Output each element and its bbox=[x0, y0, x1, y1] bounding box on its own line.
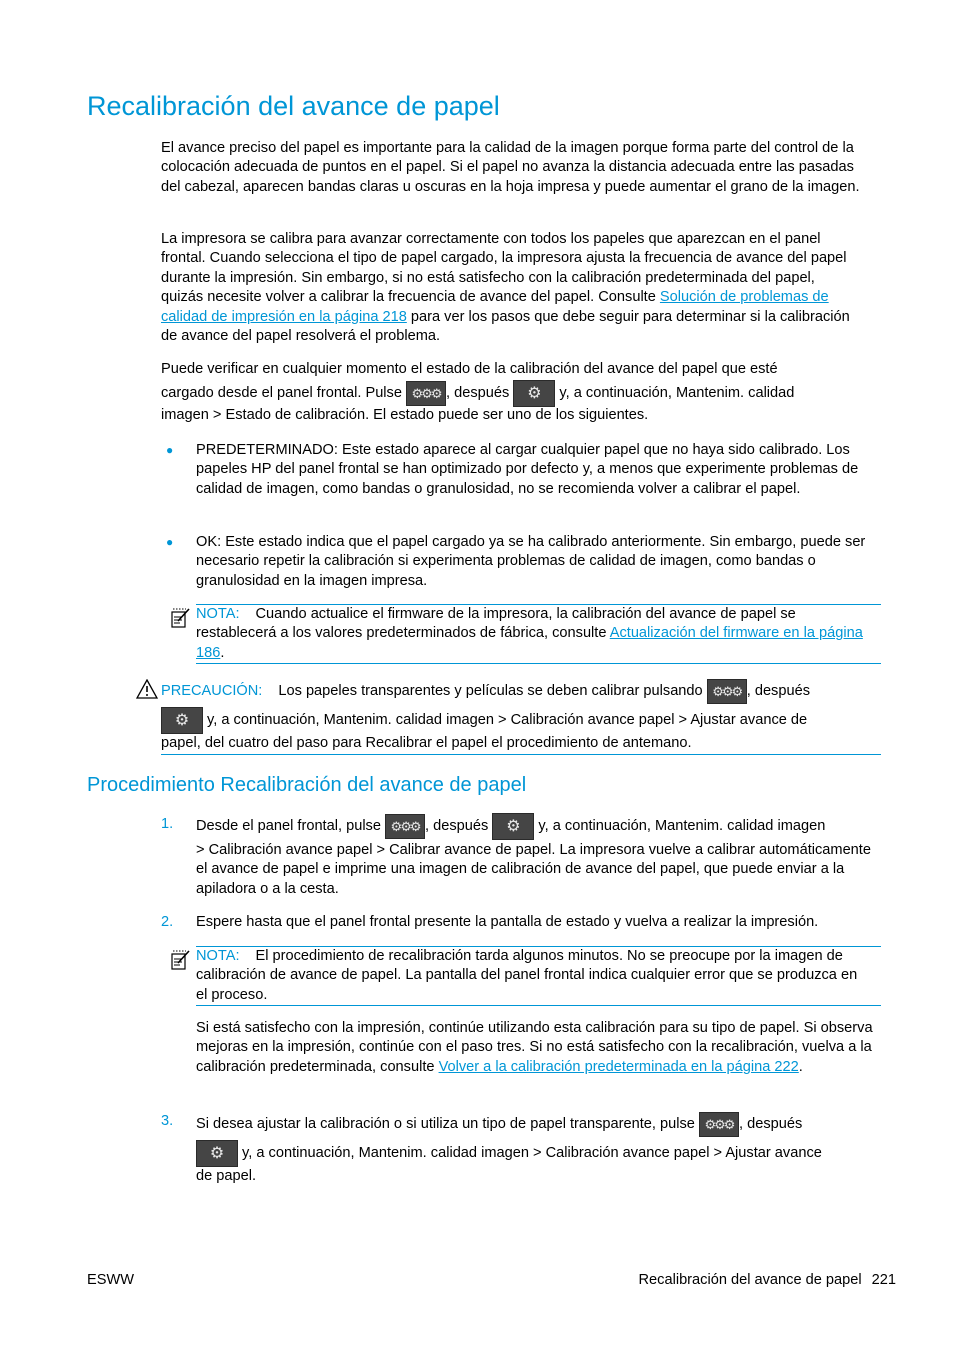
menu-calibracion-avance-papel: Calibración avance papel bbox=[510, 712, 675, 728]
gears-icon: ⚙⚙⚙ bbox=[406, 381, 446, 406]
intro-p2-text-end: para ver los pasos que debe seguir para determinar si la calibración de avance del papel resolverá el problema. bbox=[161, 308, 850, 345]
link-default-calibration[interactable]: Volver a la calibración predeterminada en la página 222 bbox=[438, 1058, 799, 1075]
note-recalibration bbox=[196, 947, 866, 1005]
text: . bbox=[252, 1168, 257, 1184]
menu-mantenim-calidad-imagen: Mantenim. calidad imagen bbox=[358, 1145, 529, 1161]
warning-icon bbox=[136, 679, 158, 699]
menu-calibracion-avance-papel: Calibración avance papel bbox=[208, 842, 373, 858]
separator: > bbox=[528, 1145, 546, 1161]
gears-icon: ⚙⚙⚙ bbox=[385, 814, 425, 839]
caution-label: PRECAUCIÓN: bbox=[161, 683, 263, 699]
text: . bbox=[798, 1058, 803, 1075]
step-2-text: Espere hasta que el panel frontal presente la pantalla de estado y vuelva a realizar la impresión. bbox=[196, 914, 819, 930]
step-3-line-2 bbox=[196, 1139, 886, 1167]
text: Si está satisfecho con la impresión, continúe utilizando esta calibración para su tipo de papel. Si observa mejoras en la impresión, continúe con el paso tres. Si no está satisfecho con la recalibración, vuelva a la calibración predeterminada, consulte bbox=[196, 1020, 873, 1075]
step-1-body bbox=[196, 841, 881, 899]
menu-calibracion-avance-papel: Calibración avance papel bbox=[545, 1145, 710, 1161]
bullet-text: Este estado indica que el papel cargado ya se ha calibrado anteriormente. Sin embargo, puede ser necesario repetir la calibración si experimenta problemas de calidad de imagen, como bandas o granulosidad en la imagen impresa. bbox=[196, 534, 866, 589]
menu-ajustar-avance: Ajustar avance bbox=[725, 1145, 822, 1161]
link-print-quality-troubleshooting[interactable]: Solución de problemas de calidad de impresión en la página 218 bbox=[161, 289, 829, 325]
text: y, a continuación, bbox=[555, 385, 676, 401]
separator: > bbox=[493, 712, 511, 728]
text: , después bbox=[425, 818, 493, 834]
menu-papel: papel bbox=[161, 735, 197, 751]
text: cargado desde el panel frontal. Pulse bbox=[161, 385, 407, 401]
intro-paragraph-2 bbox=[161, 230, 861, 346]
step-2-followup bbox=[196, 1019, 881, 1077]
text: , después bbox=[738, 1116, 803, 1132]
bullet-term: OK: bbox=[196, 534, 222, 550]
caution-line-1 bbox=[161, 677, 881, 705]
menu-de-papel: de papel bbox=[196, 1168, 252, 1184]
bullet-item-predeterminado bbox=[196, 441, 876, 499]
note-icon bbox=[170, 949, 192, 971]
intro-paragraph-1: El avance preciso del papel es importante para la calidad de la imagen porque forma parte del control de la colocación adecuada de puntos en el papel. Si el papel no avanza la distancia adecuada entre las pasadas del cabezal, aparecen bandas claras u oscuras en la hoja impresa y puede aumentar el grano de la imagen. bbox=[161, 140, 860, 195]
separator: > bbox=[674, 712, 691, 728]
gear-icon: ⚙ bbox=[196, 1140, 238, 1167]
menu-mantenim-calidad-imagen: Mantenim. calidad imagen bbox=[654, 818, 826, 834]
menu-imagen: imagen bbox=[161, 407, 209, 423]
note-text: Cuando actualice el firmware de la impresora, la calibración del avance de papel se restablecerá a los valores predeterminados de fábrica, consulte bbox=[196, 606, 796, 642]
intro-paragraph-3-line-1: Puede verificar en cualquier momento el estado de la calibración del avance del papel que esté bbox=[161, 361, 778, 377]
gear-icon: ⚙ bbox=[161, 707, 203, 734]
note-label: NOTA: bbox=[196, 948, 240, 964]
note-firmware bbox=[196, 605, 866, 663]
text: . La impresora vuelve a calibrar automáticamente el avance de papel e imprime una imagen de calibración de avance del papel, que puede enviar a la apiladora o a la cesta. bbox=[196, 842, 871, 897]
step-3-line-1 bbox=[196, 1110, 886, 1138]
text: , del cuatro del paso para Recalibrar el papel el procedimiento de antemano. bbox=[196, 735, 692, 751]
note-icon bbox=[170, 607, 192, 629]
bullet-term: PREDETERMINADO: bbox=[196, 442, 338, 458]
text: y, a continuación, bbox=[203, 712, 324, 728]
section-title: Procedimiento Recalibración del avance de papel bbox=[87, 774, 527, 796]
step-1-line-1 bbox=[196, 812, 886, 840]
caution-bottom-rule bbox=[161, 754, 881, 755]
caution-text: Los papeles transparentes y películas se deben calibrar pulsando bbox=[278, 683, 707, 699]
menu-mantenim-calidad-imagen: Mantenim. calidad imagen bbox=[323, 712, 494, 728]
step-number: 3. bbox=[161, 1113, 174, 1129]
caution-line-2 bbox=[161, 706, 881, 734]
footer-right bbox=[639, 1271, 896, 1290]
caution-line-3 bbox=[161, 734, 881, 753]
footer-left: ESWW bbox=[87, 1272, 135, 1288]
bullet-text: Este estado aparece al cargar cualquier papel que no haya sido calibrado. Los papeles HP del panel frontal se han optimizado por defecto y, a menos que experimente problemas de calidad de imagen, como bandas o granulosidad, no se recomienda volver a calibrar el papel. bbox=[196, 442, 859, 497]
note-text: El procedimiento de recalibración tarda algunos minutos. No se preocupe por la imagen de calibración de avance de papel. La pantalla del panel frontal indica cualquier error que se produzca en el proceso. bbox=[196, 948, 858, 1003]
text: Si desea ajustar la calibración o si utiliza un tipo de papel transparente, pulse bbox=[196, 1116, 699, 1132]
page-title: Recalibración del avance de papel bbox=[87, 91, 500, 121]
text: Desde el panel frontal, pulse bbox=[196, 818, 386, 834]
step-number: 1. bbox=[161, 816, 174, 832]
menu-estado-calibracion: Estado de calibración bbox=[225, 407, 366, 423]
text: , después bbox=[446, 385, 514, 401]
gears-icon: ⚙⚙⚙ bbox=[707, 679, 747, 704]
intro-paragraph-3-line-3 bbox=[161, 406, 861, 425]
footer-section-title: Recalibración del avance de papel bbox=[638, 1272, 862, 1288]
bullet-dot: ● bbox=[166, 443, 174, 457]
intro-paragraph-3-line-2 bbox=[161, 379, 881, 407]
bullet-dot: ● bbox=[166, 535, 174, 549]
text: . El estado puede ser uno de los siguientes. bbox=[365, 407, 649, 423]
note-bottom-rule bbox=[196, 663, 881, 664]
gears-icon: ⚙⚙⚙ bbox=[699, 1112, 739, 1137]
text: y, a continuación, bbox=[238, 1145, 359, 1161]
separator: > bbox=[709, 1145, 726, 1161]
menu-calibrar-avance-papel: Calibrar avance de papel bbox=[389, 842, 552, 858]
link-firmware-update[interactable]: Actualización del firmware en la página 186 bbox=[196, 625, 863, 661]
gear-icon: ⚙ bbox=[492, 813, 534, 840]
text: y, a continuación, bbox=[534, 818, 655, 834]
note-label: NOTA: bbox=[196, 606, 240, 622]
gear-icon: ⚙ bbox=[513, 380, 555, 407]
separator: > bbox=[372, 842, 390, 858]
text: . bbox=[220, 644, 225, 661]
step-number: 2. bbox=[161, 914, 174, 930]
separator: > bbox=[208, 407, 226, 423]
separator: > bbox=[196, 842, 209, 858]
note-bottom-rule bbox=[196, 1005, 881, 1006]
step-3-line-3 bbox=[196, 1167, 881, 1186]
page-number: 221 bbox=[871, 1272, 896, 1288]
bullet-item-ok bbox=[196, 533, 866, 591]
menu-mantenim-calidad: Mantenim. calidad bbox=[675, 385, 795, 401]
intro-p2-text: La impresora se calibra para avanzar correctamente con todos los papeles que aparezcan en el panel frontal. Cuando selecciona el tipo de papel cargado, la impresora ajusta la frecuencia de avance del papel durante la impresión. Sin embargo, si no está satisfecho con la calibración predeterminada del papel, quizás necesite volver a calibrar la frecuencia de avance del papel. Consulte bbox=[161, 231, 847, 306]
menu-ajustar-avance: Ajustar avance de bbox=[690, 712, 808, 728]
text: , después bbox=[746, 683, 811, 699]
